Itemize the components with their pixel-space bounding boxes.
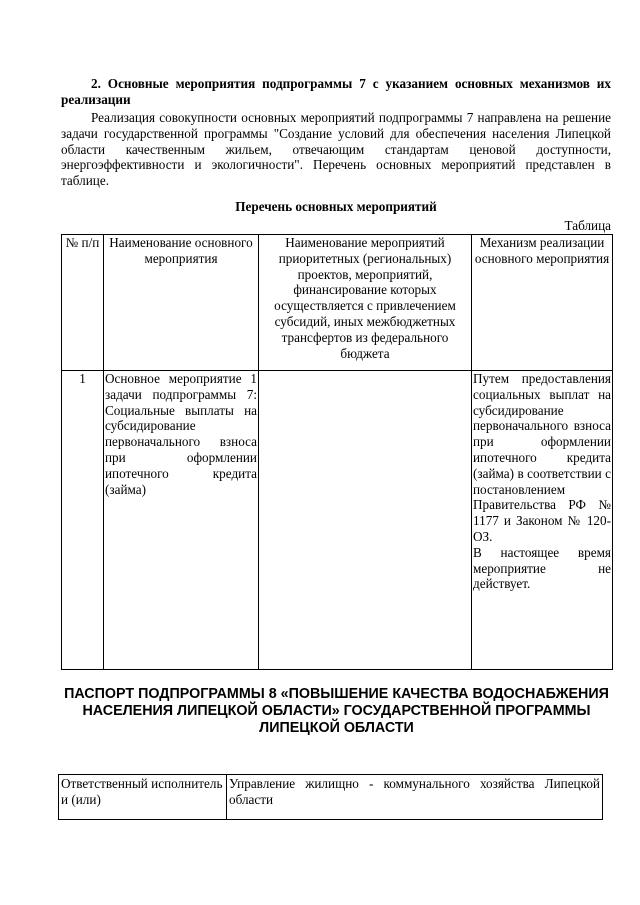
row-mechanism: Путем предоставления социальных выплат на субсидирование первоначального взноса при оформлении ипотечного кредита (займа) в соответствии с постановлением Правительства РФ № 1177 и Законом № 120-ОЗ. [473,371,611,544]
header-number: № п/п [62,235,104,371]
table-row [62,371,613,670]
header-mechanism: Механизм реализации основного мероприятия [472,235,613,371]
header-measure-name: Наименование основного мероприятия [104,235,259,371]
passport-row-label: Ответственный исполнитель и (или) [59,775,227,820]
measures-table [61,234,613,670]
row-projects [259,371,472,670]
header-project-name: Наименование мероприятий приоритетных (региональных) проектов, мероприятий, финансирование которых осуществляется с привлечением субсидий, иных межбюджетных трансфертов из федерального бюджета [259,235,472,371]
passport-title: ПАСПОРТ ПОДПРОГРАММЫ 8 «ПОВЫШЕНИЕ КАЧЕСТВА ВОДОСНАБЖЕНИЯ НАСЕЛЕНИЯ ЛИПЕЦКОЙ ОБЛАСТИ» ГОСУДАРСТВЕННОЙ ПРОГРАММЫ ЛИПЕЦКОЙ ОБЛАСТИ [64,686,609,736]
list-title: Перечень основных мероприятий [235,199,437,214]
passport-table [58,774,603,820]
intro-paragraph: Реализация совокупности основных мероприятий подпрограммы 7 направлена на решение задачи государственной программы "Создание условий для обеспечения населения Липецкой области качественным жильем, отвечающим стандартам ценовой доступности, энергоэффективности и экологичности". Перечень основных мероприятий представлен в таблице. [61,110,611,189]
row-mechanism-cell [472,371,613,670]
table-label: Таблица [564,218,611,233]
section-heading: 2. Основные мероприятия подпрограммы 7 с указанием основных механизмов их реализации [61,76,611,107]
passport-row-value: Управление жилищно - коммунального хозяйства Липецкой области [227,775,603,820]
passport-row [59,775,603,820]
table-header-row [62,235,613,371]
row-number: 1 [62,371,104,670]
row-mechanism-note: В настоящее время мероприятие не действует. [473,544,611,592]
row-measure-name: Основное мероприятие 1 задачи подпрограммы 7: Социальные выплаты на субсидирование первоначального взноса при оформлении ипотечного кредита (займа) [104,371,259,670]
